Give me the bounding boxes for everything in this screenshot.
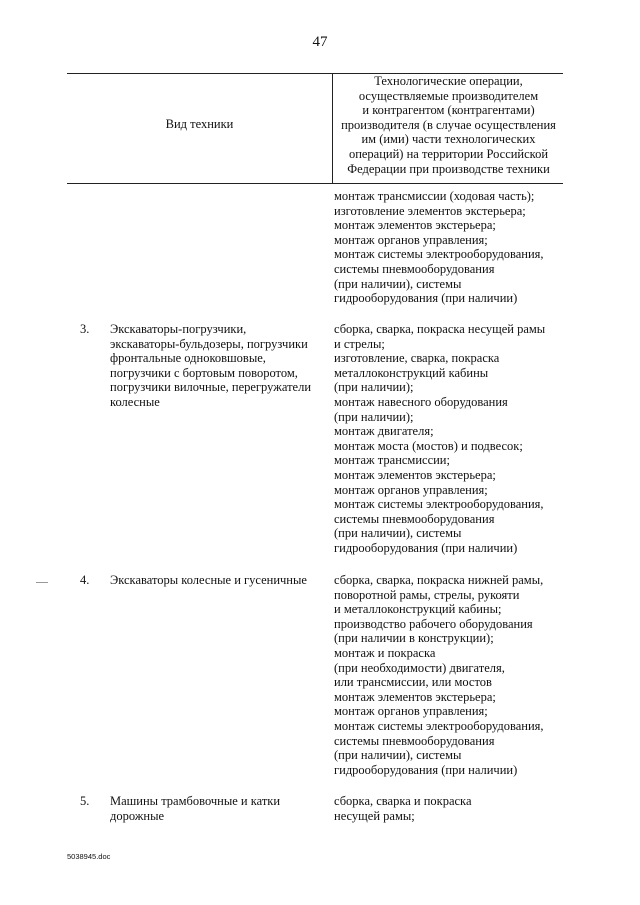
operation-line: монтаж трансмиссии (ходовая часть); xyxy=(334,189,535,203)
operation-line: (при наличии); xyxy=(334,380,414,395)
page-number: 47 xyxy=(312,34,328,50)
operation-line: монтаж элементов экстерьера; xyxy=(334,689,496,704)
operation-line: изготовление элементов экстерьера; xyxy=(334,203,526,218)
equipment-name-line: Экскаваторы колесные и гусеничные xyxy=(110,573,307,587)
operation-line: гидрооборудования (при наличии) xyxy=(334,291,518,306)
operation-line: монтаж системы электрооборудования, xyxy=(334,497,544,512)
operation-line: монтаж навесного оборудования xyxy=(334,394,508,409)
operation-line: металлоконструкций кабины xyxy=(334,365,489,380)
operation-line: сборка, сварка и покраска xyxy=(334,794,472,808)
equipment-name-line: Машины трамбовочные и катки xyxy=(110,794,281,808)
operation-line: системы пневмооборудования xyxy=(334,261,495,276)
row-operations xyxy=(334,573,569,777)
equipment-name-line: колесные xyxy=(110,394,160,409)
operation-line: монтаж трансмиссии; xyxy=(334,453,450,468)
operation-line: монтаж органов управления; xyxy=(334,232,488,247)
equipment-name-line: экскаваторы-бульдозеры, погрузчики xyxy=(110,336,308,351)
operation-line: (при наличии), системы xyxy=(334,276,462,291)
operation-line: производство рабочего оборудования xyxy=(334,616,533,631)
document-id: 5038945.doc xyxy=(67,852,111,861)
header-col-operations-line: осуществляемые производителем xyxy=(358,88,539,103)
continuation-operations xyxy=(334,189,569,306)
equipment-name-line: погрузчики вилочные, перегружатели xyxy=(110,380,312,395)
header-col-equipment-type: Вид техники xyxy=(165,117,234,131)
operation-line: системы пневмооборудования xyxy=(334,733,495,748)
header-col-operations xyxy=(334,74,563,176)
operation-line: гидрооборудования (при наличии) xyxy=(334,540,518,555)
header-col-operations-line: им (ими) части технологических xyxy=(361,132,536,147)
operation-line: монтаж системы электрооборудования, xyxy=(334,718,544,733)
operation-line: монтаж элементов экстерьера; xyxy=(334,467,496,482)
row-equipment-name xyxy=(110,794,325,823)
operation-line: поворотной рамы, стрелы, рукояти xyxy=(334,587,520,602)
row-operations xyxy=(334,322,569,556)
operation-line: монтаж органов управления; xyxy=(334,704,488,719)
operation-line: монтаж элементов экстерьера; xyxy=(334,218,496,233)
operation-line: сборка, сварка, покраска нижней рамы, xyxy=(334,573,544,587)
operation-line: монтаж и покраска xyxy=(334,645,436,660)
operation-line: монтаж моста (мостов) и подвесок; xyxy=(334,438,523,453)
operation-line: и металлоконструкций кабины; xyxy=(334,602,502,617)
header-col-operations-line: операций) на территории Российской xyxy=(348,146,549,161)
row-number: 5. xyxy=(80,794,90,808)
operation-line: несущей рамы; xyxy=(334,808,415,823)
table-header-bottom-rule xyxy=(67,183,563,184)
operation-line: гидрооборудования (при наличии) xyxy=(334,762,518,777)
row-equipment-name xyxy=(110,573,325,588)
equipment-name-line: фронтальные одноковшовые, xyxy=(110,351,266,366)
operation-line: (при необходимости) двигателя, xyxy=(334,660,505,675)
row-equipment-name xyxy=(110,322,325,410)
operation-line: и стрелы; xyxy=(334,336,385,351)
operation-line: (при наличии); xyxy=(334,409,414,424)
header-col-operations-line: Федерации при производстве техники xyxy=(347,161,550,176)
header-col-operations-line: производителя (в случае осуществления xyxy=(341,117,556,132)
operation-line: или трансмиссии, или мостов xyxy=(334,675,492,690)
header-column-divider xyxy=(332,73,333,183)
operation-line: сборка, сварка, покраска несущей рамы xyxy=(334,322,546,336)
operation-line: системы пневмооборудования xyxy=(334,511,495,526)
operation-line: монтаж системы электрооборудования, xyxy=(334,247,544,262)
operation-line: (при наличии), системы xyxy=(334,526,462,541)
operation-line: (при наличии), системы xyxy=(334,748,462,763)
margin-mark xyxy=(36,582,48,583)
operation-line: монтаж двигателя; xyxy=(334,424,434,439)
operation-line: (при наличии в конструкции); xyxy=(334,631,494,646)
header-col-operations-line: Технологические операции, xyxy=(374,74,523,88)
row-number: 3. xyxy=(80,322,90,336)
equipment-name-line: Экскаваторы-погрузчики, xyxy=(110,322,247,336)
row-number: 4. xyxy=(80,573,90,587)
equipment-name-line: дорожные xyxy=(110,808,165,823)
operation-line: изготовление, сварка, покраска xyxy=(334,351,500,366)
header-col-operations-line: и контрагентом (контрагентами) xyxy=(362,103,535,118)
row-operations xyxy=(334,794,569,823)
operation-line: монтаж органов управления; xyxy=(334,482,488,497)
equipment-name-line: погрузчики с бортовым поворотом, xyxy=(110,365,298,380)
